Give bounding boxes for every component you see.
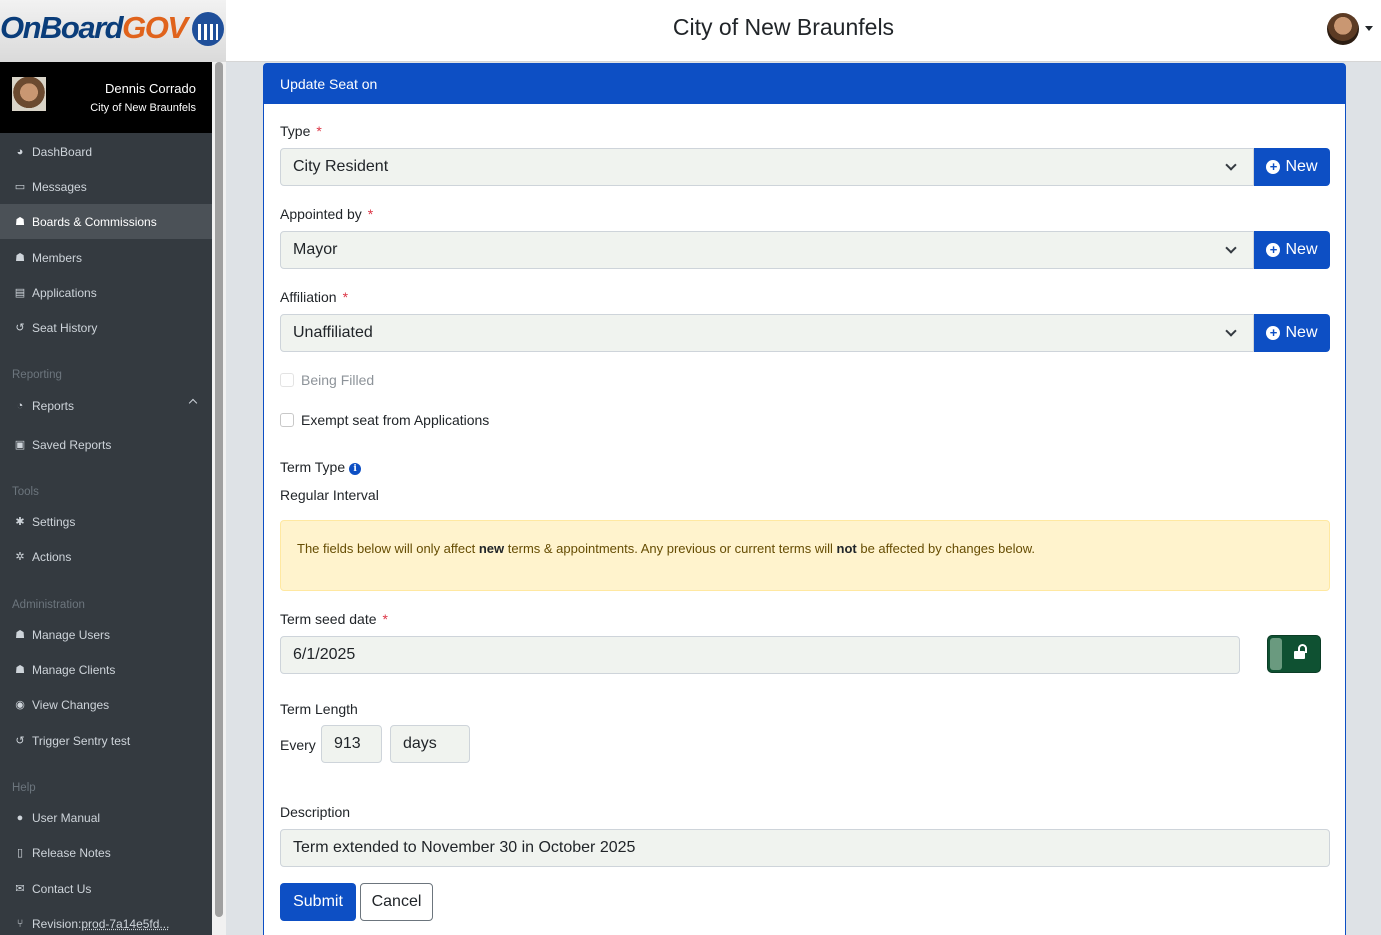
pie-chart-icon: ◔ (16, 399, 24, 412)
sidebar-item-user-manual[interactable]: ● User Manual (0, 800, 212, 835)
save-icon: ▣ (14, 439, 26, 451)
sidebar-item-trigger-sentry[interactable]: ↺ Trigger Sentry test (15, 733, 131, 748)
toggle-knob (1270, 638, 1282, 670)
profile-name: Dennis Corrado (104, 81, 196, 96)
page-title: City of New Braunfels (672, 14, 895, 40)
being-filled-checkbox (280, 373, 294, 387)
cancel-button[interactable]: Cancel (360, 883, 433, 921)
term-length-input[interactable]: 913 (321, 725, 382, 763)
new-type-button[interactable]: + New (1254, 148, 1330, 186)
sidebar-profile (0, 62, 212, 133)
affiliation-label: Affiliation * (280, 289, 349, 305)
sidebar-item-settings[interactable]: ✱ Settings (15, 514, 76, 529)
id-card-icon: ▤ (14, 287, 26, 299)
affiliation-select[interactable]: Unaffiliated (280, 314, 1254, 352)
sidebar (0, 62, 212, 935)
being-filled-checkbox-row: Being Filled (280, 372, 374, 388)
skyline-icon (192, 12, 224, 46)
dashboard-icon: ◕ (16, 145, 24, 158)
every-label: Every (280, 737, 316, 753)
sidebar-item-contact-us[interactable]: ✉ Contact Us (15, 881, 92, 896)
seed-date-input[interactable]: 6/1/2025 (280, 636, 1240, 674)
type-label: Type * (280, 123, 322, 139)
description-label: Description (280, 804, 351, 820)
appointed-by-label: Appointed by * (280, 206, 374, 222)
lock-body (1294, 651, 1305, 659)
section-administration: Administration (12, 599, 85, 611)
description-input[interactable]: Term extended to November 30 in October 2025 (280, 829, 1330, 867)
exempt-checkbox[interactable] (280, 413, 294, 427)
sidebar-item-release-notes[interactable]: ▯ Release Notes (0, 835, 212, 870)
info-icon[interactable]: i (349, 463, 361, 475)
profile-avatar (12, 77, 46, 111)
envelope-icon: ✉ (15, 883, 25, 895)
plus-circle-icon: + (1266, 243, 1280, 257)
sidebar-item-manage-users[interactable]: ☗ Manage Users (15, 627, 111, 642)
card-title: Update Seat on (264, 64, 1345, 104)
sidebar-item-members[interactable]: ☗ Members (15, 250, 83, 265)
warning-alert: The fields below will only affect new terms & appointments. Any previous or current terms will not be affected by changes below. (280, 520, 1330, 591)
sidebar-scrollbar-thumb[interactable] (215, 62, 223, 917)
chevron-down-icon (1225, 325, 1236, 336)
git-branch-icon: ⑂ (16, 917, 24, 930)
document-icon: ▯ (16, 847, 24, 859)
plus-circle-icon: + (1266, 326, 1280, 340)
section-help: Help (12, 782, 36, 794)
sidebar-item-view-changes[interactable]: ◉ View Changes (15, 697, 110, 712)
exempt-checkbox-row[interactable]: Exempt seat from Applications (280, 412, 489, 428)
user-icon: ☗ (15, 252, 25, 264)
term-unit-select[interactable]: days (390, 725, 470, 763)
users-icon: ☗ (15, 664, 25, 676)
sidebar-item-manage-clients[interactable]: ☗ Manage Clients (15, 662, 116, 677)
plus-circle-icon: + (1266, 160, 1280, 174)
chevron-up-icon[interactable] (189, 399, 197, 407)
history-icon: ↺ (15, 735, 25, 747)
term-type-value: Regular Interval (280, 487, 379, 503)
appointed-by-select[interactable]: Mayor (280, 231, 1254, 269)
sidebar-item-dashboard[interactable]: ◕ DashBoard (0, 134, 212, 169)
term-length-label: Term Length (280, 701, 358, 717)
users-icon: ☗ (15, 216, 25, 228)
term-type-label: Term Type i (280, 459, 361, 475)
history-icon: ↺ (15, 322, 25, 334)
sidebar-item-saved-reports[interactable]: ▣ Saved Reports (14, 437, 112, 452)
chevron-down-icon[interactable] (1365, 26, 1373, 31)
user-avatar-icon[interactable] (1327, 13, 1359, 45)
info-icon: ● (16, 811, 24, 824)
chevron-down-icon (1225, 242, 1236, 253)
top-header (0, 0, 1381, 62)
sidebar-item-reports[interactable]: ◔ Reports (0, 388, 212, 423)
gears-icon: ✲ (15, 551, 25, 563)
section-tools: Tools (12, 486, 39, 498)
update-seat-card (263, 63, 1346, 935)
sidebar-item-revision: ⑂ Revision: prod-7a14e5fd... (0, 906, 212, 935)
new-appointer-button[interactable]: + New (1254, 231, 1330, 269)
revision-link[interactable]: prod-7a14e5fd... (81, 916, 170, 931)
user-icon: ☗ (15, 629, 25, 641)
seed-date-label: Term seed date * (280, 611, 388, 627)
sidebar-item-boards-commissions[interactable]: ☗ Boards & Commissions (0, 204, 212, 239)
logo-text: OnBoardGOV (0, 10, 187, 45)
new-affiliation-button[interactable]: + New (1254, 314, 1330, 352)
type-select[interactable]: City Resident (280, 148, 1254, 186)
eye-icon: ◉ (15, 699, 25, 711)
inbox-icon: ▭ (14, 181, 26, 193)
sidebar-item-messages[interactable]: ▭ Messages (14, 179, 87, 194)
onboardgov-logo[interactable] (0, 0, 226, 62)
sidebar-item-seat-history[interactable]: ↺ Seat History (15, 320, 98, 335)
unlock-toggle-button[interactable] (1267, 635, 1321, 673)
submit-button[interactable]: Submit (280, 883, 356, 921)
chevron-down-icon (1225, 159, 1236, 170)
section-reporting: Reporting (12, 369, 62, 381)
sidebar-item-actions[interactable]: ✲ Actions (15, 549, 72, 564)
profile-organization: City of New Braunfels (90, 102, 196, 114)
sidebar-item-applications[interactable]: ▤ Applications (14, 285, 97, 300)
gear-icon: ✱ (15, 516, 25, 528)
